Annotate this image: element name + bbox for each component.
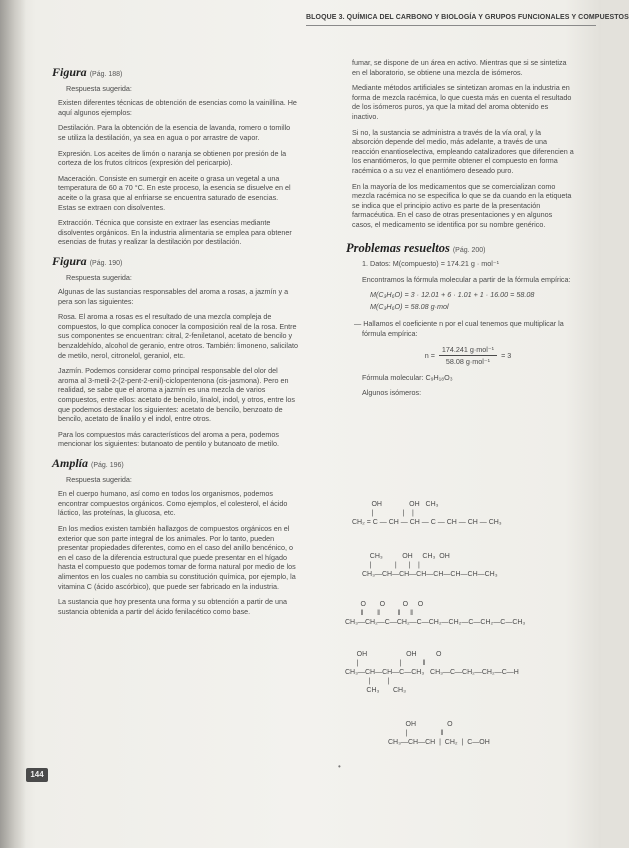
left-column bbox=[52, 58, 299, 622]
problem-1 bbox=[354, 259, 574, 398]
problemas-title: Problemas resueltos bbox=[346, 240, 450, 255]
amplia-para: En el cuerpo humano, así como en todos los organismos, podemos encontrar compuestos orgánicos. Como ejemplos, el colesterol, el ácido láctico, las proteínas, la glucosa, etc. bbox=[58, 489, 288, 518]
structure-isomer-1: OH OH CH₃ | | | CH₂ = C — CH — CH — C — CH — CH — CH₃ bbox=[352, 501, 502, 526]
header-rule bbox=[306, 25, 596, 26]
problem-step: Encontramos la fórmula molecular a partir de la fórmula empírica: bbox=[362, 274, 571, 284]
figura-1-para: Expresión. Los aceites de limón o naranja se obtienen por presión de la corteza de los frutos cítricos (expresión del pericarpio). bbox=[58, 148, 287, 168]
fraction-coefficient bbox=[362, 345, 574, 367]
right-para: Mediante métodos artificiales se sintetizan aromas en la industria en forma de mezcla racémica, lo que cuesta más en cuenta el resultado de los isómeros puros, ya que la mitad del aroma obtenido es inactivo. bbox=[352, 83, 572, 121]
figura-2-page-ref: (Pág. 190) bbox=[89, 259, 123, 267]
amplia-subtitle: Respuesta sugerida: bbox=[66, 474, 132, 484]
figura-2-para: Rosa. El aroma a rosas es el resultado de una mezcla compleja de compuestos, lo que complica conocer la composición real de la rosa. Entre sus componentes se encuentran: citral, 2-feniletanol, acetato de bencilo y benzaldehído, alcohol de geranio, entre otros. También: limoneno, salicilato de metilo, nerol, citronelol, geraniol, etc. bbox=[58, 312, 299, 360]
right-column bbox=[346, 58, 574, 404]
formula-molar-mass-result: M(C₃H₆O) = 58.08 g·mol bbox=[370, 301, 449, 311]
section-title-amplia bbox=[52, 456, 298, 471]
figura-1-subtitle: Respuesta sugerida: bbox=[66, 83, 132, 93]
running-header: BLOQUE 3. QUÍMICA DEL CARBONO Y BIOLOGÍA Y GRUPOS FUNCIONALES Y COMPUESTOS bbox=[306, 14, 629, 21]
binding-shadow bbox=[0, 0, 26, 848]
section-title-problemas bbox=[346, 240, 574, 256]
fraction-numerator: 174.241 g·mol⁻¹ bbox=[439, 345, 497, 357]
fraction-lhs: n = bbox=[424, 350, 435, 360]
section-title-figura-1 bbox=[52, 65, 298, 80]
structure-isomer-5: OH O | ‖ CH₃—CH—CH | CH₂ | C—OH bbox=[388, 721, 490, 746]
fraction-denominator: 58.08 g·mol⁻¹ bbox=[445, 357, 491, 367]
right-para: En la mayoría de los medicamentos que se comercializan como mezcla racémica no se especifica lo que se da cuando en la etiqueta se indica que el principio activo es parte de la presentación farmacéutica. En el caso de otras presentaciones y en algunos casos, el medicamento se identifica por su nombre genérico. bbox=[352, 181, 572, 229]
problem-given: Datos: M(compuesto) = 174.21 g · mol⁻¹ bbox=[370, 259, 500, 269]
structure-isomer-3: O O O O ‖ ‖ ‖ ‖ CH₃—CH₂—C—CH₂—C—CH₂—CH₂—C—CH₂—C—CH₃ bbox=[345, 601, 526, 626]
section-title-figura-2 bbox=[52, 253, 298, 269]
problem-step: — Hallamos el coeficiente n por el cual tenemos que multiplicar la fórmula empírica: bbox=[354, 319, 564, 339]
figura-1-title: Figura bbox=[52, 65, 87, 79]
structure-isomer-2: CH₃ OH CH₃ OH | | | | CH₃—CH—CH—CH—CH—CH—CH—CH₃ bbox=[362, 553, 498, 578]
amplia-para: La sustancia que hoy presenta una forma y su obtención a partir de una sustancia obtenida a partir del ácido fenilacético como base. bbox=[58, 597, 287, 616]
page-number: 144 bbox=[26, 768, 48, 782]
figura-2-title: Figura bbox=[52, 253, 87, 268]
problem-number: 1. bbox=[362, 259, 368, 269]
fraction bbox=[439, 345, 497, 367]
amplia-page-ref: (Pág. 196) bbox=[91, 462, 124, 469]
fraction-rhs: = 3 bbox=[501, 350, 512, 360]
isomers-label: Algunos isómeros: bbox=[362, 388, 422, 398]
scan-speck: • bbox=[338, 762, 341, 771]
figura-1-para: Extracción. Técnica que consiste en extraer las esencias mediante disolventes orgánicos. En la industria alimentaria se emplea para obtener esencias de frutas y realizar la destilación por destilación. bbox=[58, 218, 292, 247]
right-para: Si no, la sustancia se administra a través de la vía oral, y la absorción depende del medio, más adelante, a través de una reacción enantioselectiva, empleando catalizadores que diferencien a los enantiómeros, lo que permite obtener el compuesto en forma racémica o a su vez el enantiómero deseado puro. bbox=[352, 127, 574, 175]
figura-2-para: Jazmín. Podemos considerar como principal responsable del olor del aroma al 3-metil-2-(2-pent-2-enil)-ciclopentenona (cis-jasmona). Pero en realidad, se sabe que el aroma a jazmín es una mezcla de varios compuestos, entre ellos: acetato de bencilo, linalol, indol, y otros, entre los que podemos destacar los siguientes: acetato de bencilo, benzoato de bencilo, acetato de linalilo y el indol, entre otros. bbox=[58, 366, 295, 424]
figura-2-subtitle: Respuesta sugerida: bbox=[66, 272, 132, 282]
formula-molar-mass: M(C₃H₆O) = 3 · 12.01 + 6 · 1.01 + 1 · 16.00 = 58.08 bbox=[370, 290, 535, 300]
figura-1-para: Maceración. Consiste en sumergir en aceite o grasa un vegetal a una temperatura de 60 a 70 °C. En este proceso, la esencia se disuelve en el aceite o la grasa que al enfriarse se encuentra saturado de esencias. Estas se extraen con disolventes. bbox=[58, 173, 291, 212]
problemas-page-ref: (Pág. 200) bbox=[452, 246, 486, 254]
figura-1-para: Existen diferentes técnicas de obtención de esencias como la vainillina. He aquí algunos ejemplos: bbox=[58, 98, 297, 117]
problem-step-text: Hallamos el coeficiente n por el cual tenemos que multiplicar la fórmula empírica: bbox=[362, 319, 564, 339]
structure-isomer-4: OH OH O | | ‖ CH₃—CH—CH—C—CH₃ CH₃—C—CH₂—CH₂—C—H | | CH₃ CH₃ bbox=[345, 651, 519, 694]
figura-2-para: Para los compuestos más característicos del aroma a pera, podemos mencionar los siguientes: butanoato de pentilo y butanoato de metilo. bbox=[58, 429, 279, 449]
amplia-para: En los medios existen también hallazgos de compuestos orgánicos en el exterior que son parte integral de los animales. Por lo tanto, pueden presentar propiedades diferentes, como en el caso del anillo bencénico, o en el caso de la diferencia estructural que puede presentar en el hígado hasta el compuesto que podemos tomar de forma natural por medio de los alimentos en los cuales no cambia su constitución química, por ejemplo, la vitamina C (ácido ascórbico), que puede ser fabricado en la industria. bbox=[58, 523, 296, 591]
amplia-title: Amplía bbox=[52, 456, 89, 470]
figura-2-para: Algunas de las sustancias responsables del aroma a rosas, a jazmín y a pera son las siguientes: bbox=[58, 287, 289, 306]
figura-1-page-ref: (Pág. 188) bbox=[89, 71, 123, 78]
figura-1-para: Destilación. Para la obtención de la esencia de lavanda, romero o tomillo se utiliza la destilación, ya sea en agua o por arrastre de vapor. bbox=[58, 123, 291, 142]
molecular-formula: Fórmula molecular: C₉H₁₈O₃ bbox=[362, 372, 453, 382]
right-para: fumar, se dispone de un área en activo. Mientras que si se sintetiza en el laboratorio, se obtiene una mezcla de isómeros. bbox=[352, 58, 567, 77]
